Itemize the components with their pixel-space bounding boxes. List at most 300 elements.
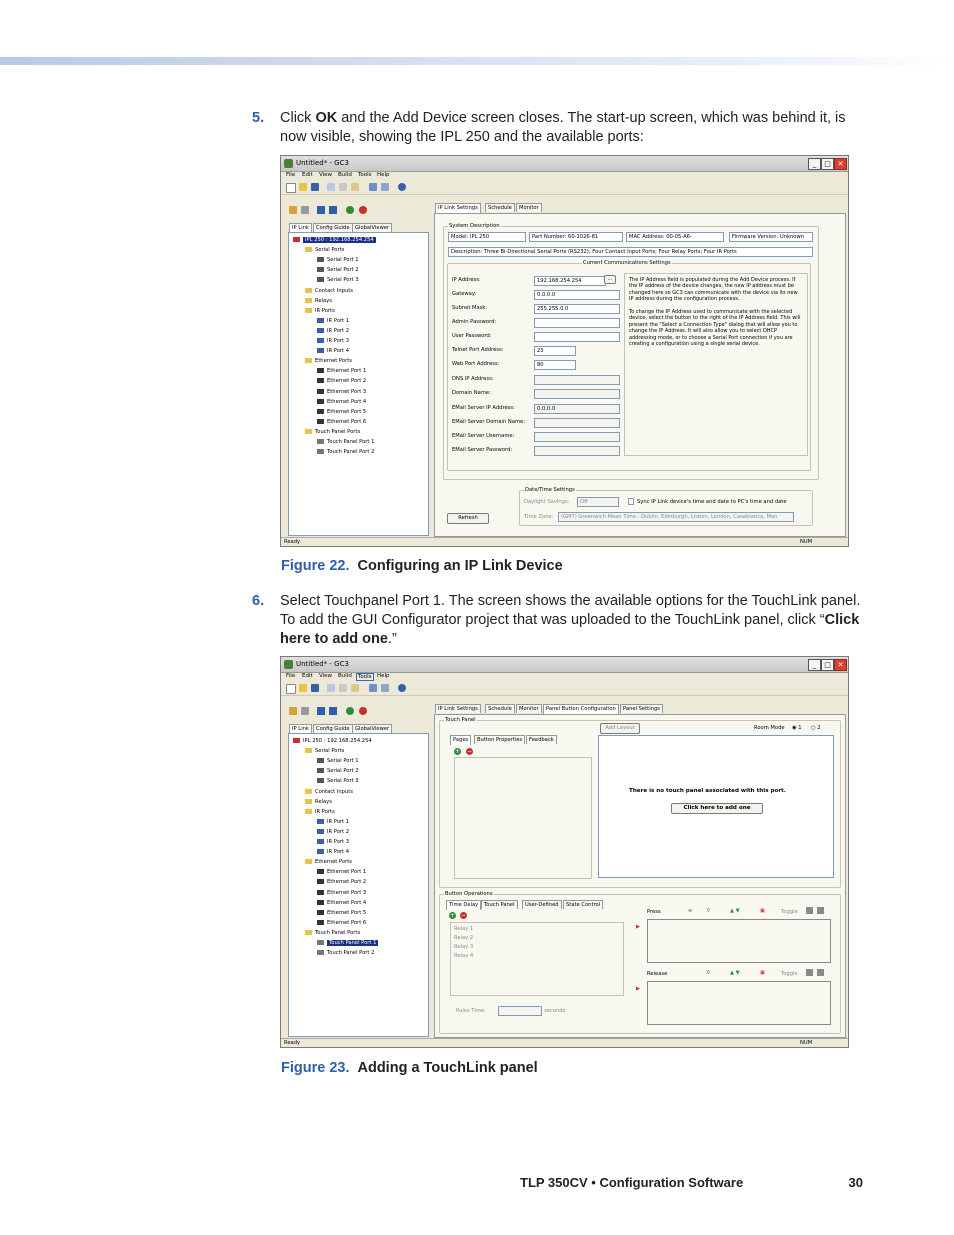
tree-item[interactable]	[305, 788, 353, 796]
tree-item[interactable]	[317, 828, 349, 836]
tree-item-label: Ethernet Port 4	[327, 899, 367, 906]
tree-item[interactable]	[317, 868, 366, 876]
relay-item[interactable]: Relay 1	[454, 926, 474, 932]
tree-item[interactable]	[305, 307, 335, 315]
tree-item[interactable]	[317, 388, 366, 396]
close-button[interactable]: ✕	[834, 158, 847, 170]
tree-item[interactable]	[317, 757, 359, 765]
serial-port-icon	[317, 758, 324, 763]
tree-item-label: Serial Port 1	[327, 257, 359, 264]
panel-preview-area	[598, 735, 834, 878]
press-square-icon-2[interactable]	[817, 907, 824, 914]
title-bar	[281, 657, 848, 673]
room-mode-2-radio[interactable]: ○ 2	[811, 725, 821, 731]
left-pane	[285, 203, 427, 535]
tree-item[interactable]	[305, 287, 353, 295]
field-label: Web Port Address:	[452, 361, 500, 367]
ethernet-port-icon	[317, 378, 324, 383]
tab-config-guide[interactable]: Config Guide	[313, 223, 353, 232]
tree-item[interactable]	[317, 408, 366, 416]
press-square-icon[interactable]	[806, 907, 813, 914]
field-label: EMail Server Password:	[452, 447, 513, 453]
maximize-button[interactable]: □	[821, 158, 834, 170]
serial-port-icon	[317, 257, 324, 262]
ip-browse-button[interactable]: ...	[604, 275, 616, 284]
tree-item[interactable]	[293, 737, 372, 745]
relay-item[interactable]: Relay 4	[454, 953, 474, 959]
ip-link-settings-panel	[434, 213, 846, 537]
tree-item-label: Ethernet Port 3	[327, 388, 367, 395]
step-5-text-b: and the Add Device screen closes. The start-up screen, which was behind it, is now visible, showing the IPL 250 and the available ports:	[280, 110, 846, 145]
step-5-ok: OK	[315, 110, 338, 126]
menu-tools[interactable]: Tools	[358, 674, 372, 680]
ethernet-port-icon	[317, 920, 324, 925]
serial-port-icon	[317, 778, 324, 783]
menu-edit[interactable]: Edit	[302, 673, 313, 679]
save-icon[interactable]	[311, 183, 319, 191]
upload-icon[interactable]	[381, 183, 389, 191]
cut-icon[interactable]	[327, 684, 335, 692]
tree-item-label: Serial Port 3	[327, 778, 359, 785]
release-label: Release	[647, 971, 668, 977]
menu-help[interactable]: Help	[377, 673, 390, 679]
tree-item-label: Ethernet Ports	[315, 358, 352, 365]
serial-port-icon	[317, 267, 324, 272]
tree-item[interactable]	[305, 297, 332, 305]
tab-state-control[interactable]: State Control	[563, 900, 603, 909]
help-icon[interactable]	[398, 183, 406, 191]
add-device-icon[interactable]	[289, 707, 297, 715]
model-field: Model: IPL 250	[448, 232, 526, 242]
click-here-to-add-button[interactable]: Click here to add one	[671, 803, 763, 814]
tab-schedule[interactable]: Schedule	[485, 203, 515, 212]
ir-port-icon	[317, 338, 324, 343]
status-bar	[281, 1038, 848, 1047]
menu-bar	[281, 672, 848, 681]
description-field: Description: Three Bi-Directional Serial Ports (RS232); Four Contact Input Ports; Four Relay Ports; Four IR Ports	[448, 247, 813, 257]
step-5-text-a: Click	[280, 110, 316, 126]
main-toolbar	[281, 181, 848, 195]
tree-item[interactable]	[317, 256, 359, 264]
arrow-release-icon[interactable]: ▶	[636, 986, 640, 992]
tree-item[interactable]	[317, 398, 366, 406]
collapse-icon[interactable]	[359, 707, 367, 715]
tree-item-label: Touch Panel Port 2	[327, 449, 375, 456]
figure-23-title: Adding a TouchLink panel	[357, 1060, 538, 1076]
status-num: NUM	[800, 539, 813, 545]
ethernet-port-icon	[317, 910, 324, 915]
field-label: Telnet Port Address:	[452, 347, 504, 353]
page-footer	[520, 1175, 863, 1190]
close-button[interactable]: ✕	[834, 659, 847, 671]
tree-item-label: IR Ports	[315, 808, 335, 815]
folder-icon	[305, 859, 312, 864]
move-down-icon[interactable]	[317, 707, 325, 715]
delete-device-icon[interactable]	[301, 707, 309, 715]
tree-item-label: Contact Inputs	[315, 287, 353, 294]
arrow-press-icon[interactable]: ▶	[636, 924, 640, 930]
relay-list	[450, 922, 624, 996]
ir-signal-icon-release[interactable]: ⌔	[706, 970, 711, 976]
device-icon	[293, 738, 300, 743]
daylight-select[interactable]: Off	[577, 497, 619, 507]
tree-item[interactable]	[317, 899, 366, 907]
tab-monitor[interactable]: Monitor	[516, 704, 542, 713]
open-icon[interactable]	[299, 684, 307, 692]
tree-item[interactable]	[305, 246, 344, 254]
tree-item[interactable]	[317, 777, 359, 785]
upload-icon[interactable]	[381, 684, 389, 692]
firmware-field: Firmware Version: Unknown	[729, 232, 813, 242]
tab-ip-link-settings[interactable]: IP Link Settings	[435, 203, 481, 213]
expand-icon[interactable]	[346, 707, 354, 715]
delete-release-icon[interactable]: ▣	[760, 970, 765, 976]
ir-port-icon	[317, 328, 324, 333]
tree-item-label: Ethernet Port 2	[327, 378, 367, 385]
menu-bar	[281, 171, 848, 180]
status-bar	[281, 537, 848, 546]
tree-item[interactable]	[317, 418, 366, 426]
tree-item-label: Serial Ports	[315, 247, 345, 254]
paste-icon[interactable]	[351, 684, 359, 692]
step-6-text-b: .”	[387, 631, 397, 647]
press-actions-box[interactable]	[647, 919, 831, 963]
tab-ip-link[interactable]: IP Link	[289, 724, 312, 734]
tree-item[interactable]	[317, 377, 366, 385]
save-icon[interactable]	[311, 684, 319, 692]
field-input[interactable]: 0.0.0.0	[534, 290, 620, 300]
ethernet-port-icon	[317, 419, 324, 424]
minimize-button[interactable]: _	[808, 659, 821, 671]
tree-item[interactable]	[317, 317, 349, 325]
field-input[interactable]: 192.168.254.254	[534, 276, 606, 286]
button-operations-label: Button Operations	[445, 891, 493, 897]
tree-item[interactable]	[317, 266, 359, 274]
tree-item[interactable]	[317, 438, 374, 446]
tab-globalviewer[interactable]: GlobalViewer	[352, 223, 392, 232]
menu-build[interactable]: Build	[338, 172, 352, 178]
figure-22-caption	[281, 558, 563, 574]
field-label: DNS IP Address:	[452, 376, 494, 382]
tree-item[interactable]	[317, 347, 349, 355]
ir-port-icon	[317, 839, 324, 844]
expand-icon[interactable]	[346, 206, 354, 214]
tree-item[interactable]	[305, 858, 352, 866]
serial-port-icon	[317, 277, 324, 282]
touch-panel-icon	[317, 449, 324, 454]
window-title: Untitled* - GC3	[296, 660, 349, 668]
timezone-label: Time Zone:	[524, 514, 554, 520]
delete-press-icon[interactable]: ▣	[760, 908, 765, 914]
status-text: Ready	[284, 539, 301, 545]
copy-icon[interactable]	[339, 684, 347, 692]
field-input[interactable]	[534, 375, 620, 385]
tree-item-label: IR Port 2	[327, 828, 350, 835]
tab-user-defined[interactable]: User-Defined	[522, 900, 562, 909]
panel-button-config-panel	[434, 714, 846, 1038]
field-label: EMail Server IP Address:	[452, 405, 515, 411]
folder-icon	[305, 809, 312, 814]
folder-icon	[305, 288, 312, 293]
pages-list[interactable]	[454, 757, 592, 879]
tab-globalviewer[interactable]: GlobalViewer	[352, 724, 392, 733]
tree-item[interactable]	[293, 236, 376, 244]
move-up-green-icon-release[interactable]: ▲ ▼	[730, 970, 740, 976]
gc3-window-figure22	[280, 155, 849, 547]
step-6-number: 6.	[252, 593, 265, 609]
ethernet-port-icon	[317, 368, 324, 373]
field-label: EMail Server Username:	[452, 433, 515, 439]
tab-panel-settings[interactable]: Panel Settings	[620, 704, 663, 713]
tab-pages[interactable]: Pages	[450, 735, 471, 745]
main-toolbar	[281, 682, 848, 696]
seconds-label: seconds	[544, 1008, 566, 1014]
tab-touch-panel[interactable]: Touch Panel	[481, 900, 518, 909]
tree-item-label: IR Port 1	[327, 818, 350, 825]
menu-build[interactable]: Build	[338, 673, 352, 679]
tree-item-label: Ethernet Port 1	[327, 869, 367, 876]
folder-icon	[305, 308, 312, 313]
tab-feedback[interactable]: Feedback	[526, 735, 557, 744]
ethernet-port-icon	[317, 409, 324, 414]
move-up-icon[interactable]	[329, 206, 337, 214]
sync-label: Sync IP Link device's time and date to PC's time and date	[637, 499, 787, 505]
field-input[interactable]	[534, 389, 620, 399]
ip-help-note: The IP Address field is populated during the Add Device process. If the IP address of the device changes, the new IP address must be changed here so GC3 can communicate with the device via its new IP address during the configuration process. To change the IP Address used to communicate with the selected device, select the button to the right of the IP Address field. This will present the "Select a Connection Type" dialog that will allow you to change the IP Address. It will also allow you to select DHCP addressing mode, or to choose a Serial Port connection if you are creating a configuration using a single serial device.	[624, 273, 808, 456]
field-input[interactable]: 255.255.0.0	[534, 304, 620, 314]
figure-23-label: Figure 23.	[281, 1060, 350, 1076]
field-input[interactable]	[534, 332, 620, 342]
tree-item-label: Serial Port 2	[327, 267, 359, 274]
folder-icon	[305, 429, 312, 434]
tab-ip-link[interactable]: IP Link	[289, 223, 312, 233]
copy-icon[interactable]	[339, 183, 347, 191]
touch-panel-icon	[317, 439, 324, 444]
tree-item-label: Touch Panel Port 1	[327, 439, 375, 445]
ir-signal-icon[interactable]: ⌔	[706, 908, 711, 914]
tree-item[interactable]	[317, 276, 359, 284]
ethernet-port-icon	[317, 399, 324, 404]
ir-port-icon	[317, 819, 324, 824]
add-layout-button[interactable]: Add Layout	[600, 723, 640, 734]
tab-schedule[interactable]: Schedule	[485, 704, 515, 713]
release-toggle-label: Toggle	[781, 971, 798, 977]
tree-item[interactable]	[305, 747, 344, 755]
comm-settings-group	[447, 260, 811, 471]
tree-item[interactable]	[317, 327, 349, 335]
menu-file[interactable]: File	[286, 673, 296, 679]
footer-title: TLP 350CV • Configuration Software	[520, 1175, 744, 1190]
infinity-icon[interactable]: ∞	[688, 908, 693, 914]
tree-item-label: IR Port 1	[327, 317, 350, 324]
daylight-label: Daylight Savings:	[524, 499, 570, 505]
field-input[interactable]	[534, 418, 620, 428]
field-input[interactable]	[534, 446, 620, 456]
menu-help[interactable]: Help	[377, 172, 390, 178]
add-operation-icon[interactable]: +	[449, 912, 456, 919]
system-description-group	[443, 223, 819, 480]
release-square-icon-2[interactable]	[817, 969, 824, 976]
tab-ip-link-settings[interactable]: IP Link Settings	[435, 704, 481, 713]
maximize-button[interactable]: □	[821, 659, 834, 671]
tree-item-label: Touch Panel Port 2	[327, 950, 375, 957]
step-5-number: 5.	[252, 110, 265, 126]
left-pane	[285, 704, 427, 1036]
tree-item-label: IR Port 4	[327, 849, 350, 856]
tree-item[interactable]	[317, 939, 378, 947]
field-input[interactable]: 80	[534, 360, 576, 370]
relay-item[interactable]: Relay 3	[454, 944, 474, 950]
right-pane	[433, 203, 845, 535]
remove-operation-icon[interactable]: −	[460, 912, 467, 919]
tree-item-label: Serial Ports	[315, 748, 345, 755]
tree-item-label: IR Port 3	[327, 338, 350, 344]
remove-page-icon[interactable]: −	[466, 748, 473, 755]
tree-item-label: Touch Panel Ports	[315, 428, 361, 435]
tree-item[interactable]	[317, 848, 349, 856]
tree-item-label: IR Ports	[315, 307, 335, 314]
add-page-icon[interactable]: +	[454, 748, 461, 755]
step-6-link: Click here to add one	[280, 612, 860, 647]
tree-item[interactable]	[305, 798, 332, 806]
tree-item-label: Ethernet Ports	[315, 859, 352, 866]
timezone-select[interactable]: (GMT) Greenwich Mean Time : Dublin, Edinburgh, Lisbon, London, Casablanca, Mon	[558, 512, 794, 522]
field-label: Admin Password:	[452, 319, 497, 325]
tree-item[interactable]	[305, 929, 360, 937]
header-gradient-bar	[0, 57, 954, 65]
ethernet-port-icon	[317, 869, 324, 874]
delete-device-icon[interactable]	[301, 206, 309, 214]
room-mode-2-label: 2	[817, 725, 821, 731]
tab-time-delay[interactable]: Time Delay	[446, 900, 481, 910]
tree-item-label: Touch Panel Port 1	[329, 940, 377, 946]
touch-panel-label: Touch Panel	[445, 717, 476, 723]
ir-port-icon	[317, 829, 324, 834]
field-input[interactable]: 0.0.0.0	[534, 404, 620, 414]
add-device-icon[interactable]	[289, 206, 297, 214]
folder-icon	[305, 748, 312, 753]
tree-item-label: Serial Port 2	[327, 768, 359, 775]
minimize-button[interactable]: _	[808, 158, 821, 170]
tab-config-guide[interactable]: Config Guide	[313, 724, 353, 733]
menu-view[interactable]: View	[319, 172, 333, 178]
touch-panel-icon	[317, 950, 324, 955]
new-icon[interactable]	[286, 684, 296, 694]
room-mode-1-radio[interactable]: ◉ 1	[792, 725, 802, 731]
tree-item-label: IPL 250 : 192.168.254.254	[305, 237, 374, 243]
build-icon[interactable]	[369, 183, 377, 191]
title-bar	[281, 156, 848, 172]
tree-item-label: Ethernet Port 6	[327, 418, 367, 425]
field-input[interactable]	[534, 318, 620, 328]
tree-item-label: Touch Panel Ports	[315, 929, 361, 936]
tree-item-label: Ethernet Port 1	[327, 368, 367, 375]
field-input[interactable]	[534, 432, 620, 442]
pulse-time-label: Pulse Time:	[456, 1008, 486, 1014]
cut-icon[interactable]	[327, 183, 335, 191]
device-icon	[293, 237, 300, 242]
folder-icon	[305, 298, 312, 303]
build-icon[interactable]	[369, 684, 377, 692]
folder-icon	[305, 930, 312, 935]
tree-item-label: IPL 250 : 192.168.254.254	[303, 738, 372, 744]
tree-item[interactable]	[305, 808, 335, 816]
app-icon	[284, 660, 293, 669]
tree-item[interactable]	[317, 367, 366, 375]
tree-item[interactable]	[305, 428, 360, 436]
touch-panel-group	[439, 717, 841, 888]
move-up-green-icon[interactable]: ▲ ▼	[730, 908, 740, 914]
button-operations-group	[439, 891, 841, 1034]
pulse-time-select[interactable]	[498, 1006, 542, 1016]
refresh-button[interactable]: Refresh	[447, 513, 489, 524]
tree-item[interactable]	[317, 448, 374, 456]
tree-item-label: Ethernet Port 4	[327, 398, 367, 405]
tree-item[interactable]	[317, 838, 349, 846]
paste-icon[interactable]	[351, 183, 359, 191]
tree-item[interactable]	[317, 818, 349, 826]
tree-item-label: Ethernet Port 5	[327, 909, 367, 916]
folder-icon	[305, 247, 312, 252]
move-down-icon[interactable]	[317, 206, 325, 214]
relay-item[interactable]: Relay 2	[454, 935, 474, 941]
new-icon[interactable]	[286, 183, 296, 193]
tree-item[interactable]	[317, 949, 374, 957]
open-icon[interactable]	[299, 183, 307, 191]
menu-view[interactable]: View	[319, 673, 333, 679]
tree-item[interactable]	[317, 909, 366, 917]
tree-item[interactable]	[317, 919, 366, 927]
menu-tools[interactable]: Tools	[358, 172, 372, 178]
sync-checkbox[interactable]	[628, 498, 634, 505]
ir-port-icon	[317, 318, 324, 323]
room-mode-label: Room Mode	[754, 725, 785, 731]
tab-monitor[interactable]: Monitor	[516, 203, 542, 212]
collapse-icon[interactable]	[359, 206, 367, 214]
tab-button-properties[interactable]: Button Properties	[474, 735, 525, 744]
tab-panel-button-configuration[interactable]: Panel Button Configuration	[543, 704, 619, 714]
tree-item-label: IR Port 3	[327, 839, 350, 845]
tree-item[interactable]	[317, 767, 359, 775]
tree-item[interactable]	[317, 878, 366, 886]
tree-item[interactable]	[305, 357, 352, 365]
ethernet-port-icon	[317, 890, 324, 895]
ethernet-port-icon	[317, 900, 324, 905]
menu-file[interactable]: File	[286, 172, 296, 178]
tree-item[interactable]	[317, 337, 349, 345]
field-label: IP Address:	[452, 277, 481, 283]
help-icon[interactable]	[398, 684, 406, 692]
mac-address-field: MAC Address: 00-05-A6-	[626, 232, 724, 242]
field-input[interactable]: 23	[534, 346, 576, 356]
page-number: 30	[848, 1175, 863, 1190]
release-actions-box[interactable]	[647, 981, 831, 1025]
menu-edit[interactable]: Edit	[302, 172, 313, 178]
serial-port-icon	[317, 768, 324, 773]
tree-item-label: IR Port 4	[327, 348, 350, 355]
move-up-icon[interactable]	[329, 707, 337, 715]
tree-item-label: Relays	[315, 798, 332, 805]
tree-item-label: Serial Port 1	[327, 758, 359, 765]
field-label: EMail Server Domain Name:	[452, 419, 525, 425]
tree-item[interactable]	[317, 889, 366, 897]
folder-icon	[305, 358, 312, 363]
tree-item-label: Contact Inputs	[315, 788, 353, 795]
tree-item-label: Ethernet Port 5	[327, 408, 367, 415]
figure-22-title: Configuring an IP Link Device	[357, 558, 563, 574]
field-label: Gateway:	[452, 291, 477, 297]
release-square-icon[interactable]	[806, 969, 813, 976]
